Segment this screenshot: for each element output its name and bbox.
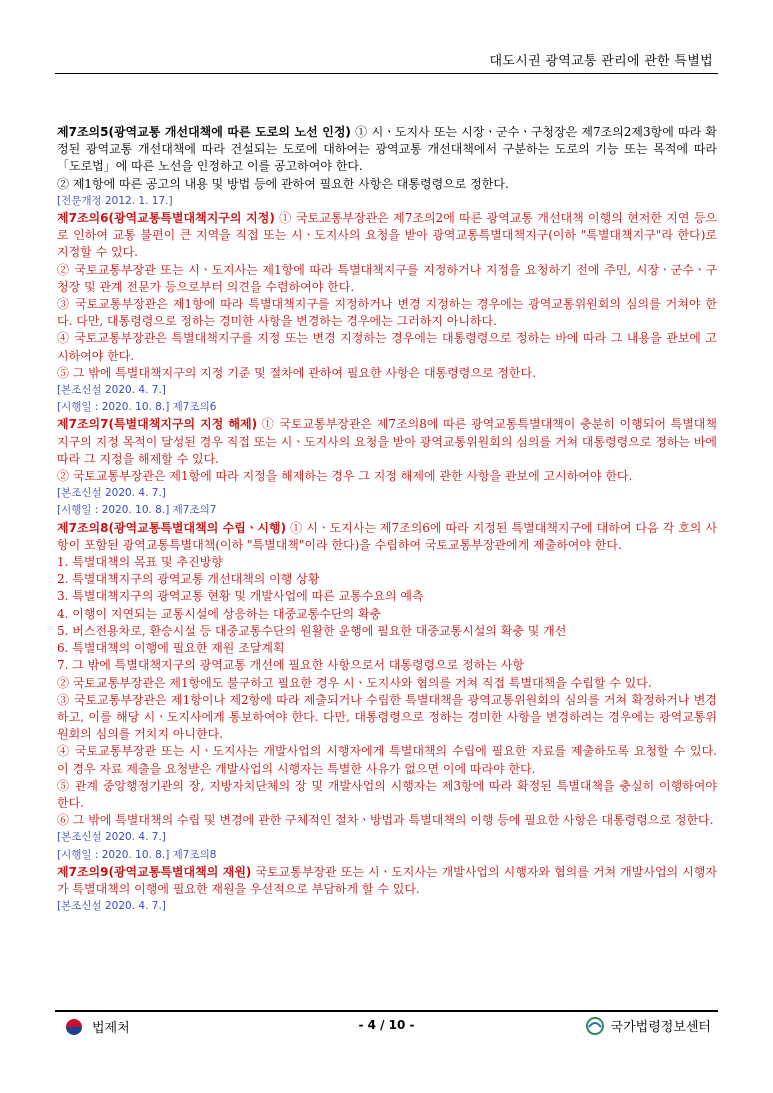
paragraph-text: 3. 특별대책지구의 광역교통 현황 및 개발사업에 따른 교통수요의 예측 [57, 589, 424, 604]
article-paragraph [57, 640, 717, 657]
revision-note: [시행일 : 2020. 10. 8.] 제7조의6 [57, 401, 217, 414]
article-paragraph [57, 657, 717, 674]
paragraph-text: ⑤ 관계 중앙행정기관의 장, 지방자치단체의 장 및 개발사업의 시행자는 제3항에 따라 확정된 특별대책을 충실히 이행하여야 한다. [57, 778, 717, 810]
law-content [57, 124, 717, 915]
paragraph-text: 2. 특별대책지구의 광역교통 개선대책의 이행 상황 [57, 572, 320, 587]
article-paragraph [57, 468, 717, 485]
header-divider [55, 73, 718, 74]
article-section [57, 210, 717, 416]
article-paragraph [57, 606, 717, 623]
page-number: - 4 / 10 - [358, 1018, 415, 1032]
paragraph-text: 7. 그 밖에 특별대책지구의 광역교통 개선에 필요한 사항으로서 대통령령으로 정하는 사항 [57, 658, 524, 673]
article-heading: 제7조의5(광역교통 개선대책에 따른 도로의 노선 인정) [57, 125, 351, 139]
article-section [57, 416, 717, 519]
law-center-logo-icon [585, 1017, 605, 1035]
paragraph-text: 4. 이행이 지연되는 교통시설에 상응하는 대중교통수단의 확충 [57, 606, 382, 621]
paragraph-text: ② 국토교통부장관은 제1항에 따라 지정을 해제하는 경우 그 지정 해제에 관한 사항을 관보에 고시하여야 한다. [57, 469, 633, 484]
article-paragraph [57, 554, 717, 571]
paragraph-text: ⑤ 그 밖에 특별대책지구의 지정 기준 및 절차에 관하여 필요한 사항은 대통령령으로 정한다. [57, 365, 536, 380]
article-first-paragraph [57, 520, 717, 554]
article-paragraph [57, 571, 717, 588]
article-first-paragraph [57, 210, 717, 262]
article-heading: 제7조의9(광역교통특별대책의 재원) [57, 864, 252, 879]
paragraph-text: ③ 국토교통부장관은 제1항이나 제2항에 따라 제출되거나 수립한 특별대책을 광역교통위원회의 심의를 거쳐 확정하거나 변경하고, 이를 해당 시ㆍ도지사에게 통보하여야 한다. 다만, 대통령령으로 정하는 경미한 사항을 변경하려는 경우에는 광역교통위원회의 심의를 거치지 아니한다. [57, 692, 717, 742]
revision-note: [본조신설 2020. 4. 7.] [57, 384, 166, 397]
revision-note: [본조신설 2020. 4. 7.] [57, 900, 166, 913]
source-name: 국가법령정보센터 [610, 1020, 711, 1035]
article-paragraph [57, 296, 717, 330]
article-section [57, 864, 717, 916]
paragraph-text: ④ 국토교통부장관 또는 시ㆍ도지사는 개발사업의 시행자에게 특별대책의 수립에 필요한 자료를 제출하도록 요청할 수 있다. 이 경우 자료 제출을 요청받은 개발사업의 시행자는 특별한 사유가 없으면 이에 따라야 한다. [57, 744, 717, 776]
paragraph-text: ① 시ㆍ도지사 또는 시장ㆍ군수ㆍ구청장은 제7조의2제3항에 따라 확정된 광역교통 개선대책에 따라 건설되는 도로에 대하여는 광역교통 개선대책에서 구분하는 도로의 기능 또는 목적에 따라 「도로법」에 따른 노선을 인정하고 이를 공고하여야 한다. [57, 125, 717, 174]
article-paragraph [57, 778, 717, 812]
article-paragraph [57, 675, 717, 692]
paragraph-text: ④ 국토교통부장관은 특별대책지구를 지정 또는 변경 지정하는 경우에는 대통령령으로 정하는 바에 따라 그 내용을 관보에 고시하여야 한다. [57, 331, 717, 363]
article-paragraph [57, 588, 717, 605]
footer-divider [55, 1010, 718, 1012]
article-paragraph [57, 692, 717, 744]
footer-source [585, 1016, 711, 1035]
article-first-paragraph [57, 124, 717, 176]
paragraph-text: ② 제1항에 따른 공고의 내용 및 방법 등에 관하여 필요한 사항은 대통령령으로 정한다. [57, 176, 509, 191]
paragraph-text: ② 국토교통부장관 또는 시ㆍ도지사는 제1항에 따라 특별대책지구를 지정하거나 지정을 요청하기 전에 주민, 시장ㆍ군수ㆍ구청장 및 관계 전문가 등으로부터 의견을 수렴하여야 한다. [57, 262, 717, 294]
revision-note: [본조신설 2020. 4. 7.] [57, 487, 166, 500]
article-paragraph [57, 262, 717, 296]
revision-note: [시행일 : 2020. 10. 8.] 제7조의7 [57, 504, 217, 517]
article-heading: 제7조의8(광역교통특별대책의 수립ㆍ시행) [57, 520, 287, 535]
article-paragraph [57, 330, 717, 364]
paragraph-text: ⑥ 그 밖에 특별대책의 수립 및 변경에 관한 구체적인 절차ㆍ방법과 특별대책의 이행 등에 필요한 사항은 대통령령으로 정한다. [57, 813, 714, 828]
article-first-paragraph [57, 416, 717, 468]
article-paragraph [57, 365, 717, 382]
document-title: 대도시권 광역교통 관리에 관한 특별법 [489, 54, 713, 69]
article-section [57, 124, 717, 210]
publisher-name: 법제처 [92, 1021, 130, 1036]
article-section [57, 520, 717, 864]
revision-note: [전문개정 2012. 1. 17.] [57, 194, 173, 207]
paragraph-text: 1. 특별대책의 목표 및 추진방향 [57, 555, 223, 570]
article-paragraph [57, 623, 717, 640]
paragraph-text: ③ 국토교통부장관은 제1항에 따라 특별대책지구를 지정하거나 변경 지정하는 경우에는 광역교통위원회의 심의를 거쳐야 한다. 다만, 대통령령으로 정하는 경미한 사항을 변경하는 경우에는 그러하지 아니하다. [57, 297, 717, 329]
article-first-paragraph [57, 864, 717, 898]
paragraph-text: 5. 버스전용차로, 환승시설 등 대중교통수단의 원활한 운행에 필요한 대중교통시설의 확충 및 개선 [57, 623, 567, 638]
paragraph-text: 6. 특별대책의 이행에 필요한 재원 조달계획 [57, 641, 285, 656]
revision-note: [시행일 : 2020. 10. 8.] 제7조의8 [57, 848, 217, 861]
article-paragraph [57, 176, 717, 193]
paragraph-text: 국토교통부장관 또는 시ㆍ도지사는 개발사업의 시행자와 협의를 거쳐 개발사업의 시행자가 특별대책의 이행에 필요한 재원을 우선적으로 부담하게 할 수 있다. [57, 864, 717, 896]
article-paragraph [57, 812, 717, 829]
paragraph-text: ① 국토교통부장관은 제7조의2에 따른 광역교통 개선대책 이행의 현저한 지연 등으로 인하여 교통 불편이 큰 지역을 직접 또는 시ㆍ도지사의 요청을 받아 광역교통특별대책지구(이하 "특별대책지구"라 한다)로 지정할 수 있다. [57, 211, 717, 260]
paragraph-text: ① 국토교통부장관은 제7조의8에 따른 광역교통특별대책이 충분히 이행되어 특별대책지구의 지정 목적이 달성된 경우 직접 또는 시ㆍ도지사의 요청을 받아 광역교통위원회의 심의를 거쳐 대통령령으로 정하는 바에 따라 그 지정을 해제할 수 있다. [57, 417, 718, 466]
paragraph-text: ① 시ㆍ도지사는 제7조의6에 따라 지정된 특별대책지구에 대하여 다음 각 호의 사항이 포함된 광역교통특별대책(이하 "특별대책"이라 한다)을 수립하여 국토교통부장관에게 제출하여야 한다. [57, 520, 717, 552]
revision-note: [본조신설 2020. 4. 7.] [57, 831, 166, 844]
article-heading: 제7조의7(특별대책지구의 지정 해제) [57, 417, 258, 432]
article-heading: 제7조의6(광역교통특별대책지구의 지정) [57, 211, 275, 226]
paragraph-text: ② 국토교통부장관은 제1항에도 불구하고 필요한 경우 시ㆍ도지사와 협의를 거쳐 직접 특별대책을 수립할 수 있다. [57, 675, 652, 690]
article-paragraph [57, 743, 717, 777]
